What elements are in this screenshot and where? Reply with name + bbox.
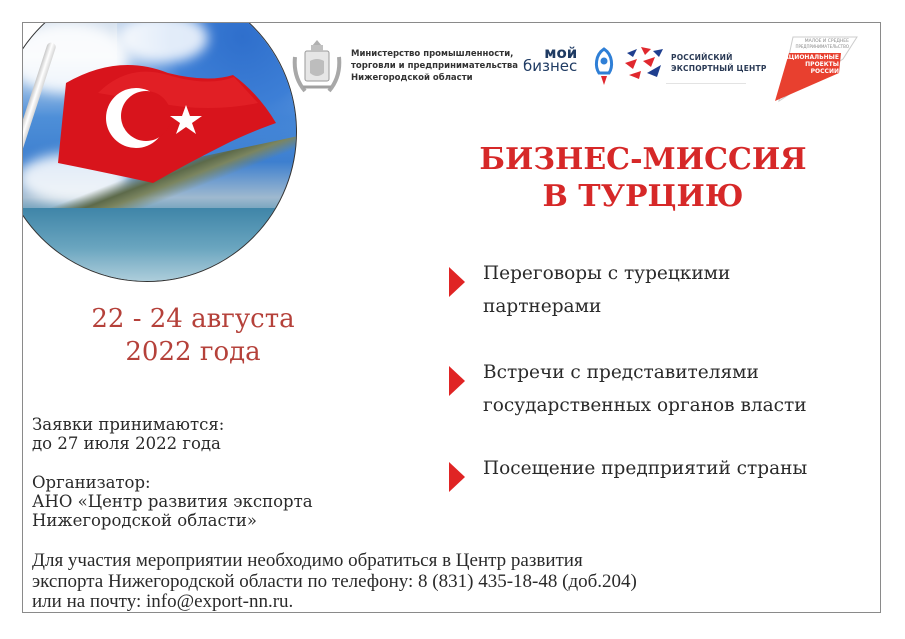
red-triangle-bullet-icon [449, 267, 465, 297]
ministry-name [351, 48, 518, 84]
title-line-1: БИЗНЕС-МИССИЯ [479, 142, 807, 177]
applications-label: Заявки принимаются: [32, 415, 225, 434]
page-title [443, 141, 843, 215]
ministry-line-1: Министерство промышленности, [351, 49, 514, 59]
poster-frame [22, 22, 881, 613]
turkey-flag-photo [22, 22, 297, 282]
organizer-label: Организатор: [32, 473, 151, 492]
contact-email-line: или на почту: info@export-nn.ru. [32, 591, 294, 612]
rocket-pin-icon [593, 47, 615, 87]
agenda-item-text: государственных органов власти [483, 395, 807, 416]
applications-deadline [32, 415, 224, 453]
ministry-logo [291, 37, 518, 95]
turkish-flag-icon [58, 53, 278, 188]
divider [666, 83, 746, 84]
export-center-name [671, 53, 767, 74]
ministry-line-3: Нижегородской области [351, 73, 473, 83]
moi-biznes-line-1: мой [544, 44, 578, 62]
contact-phone-line: экспорта Нижегородской области по телефону: 8 (831) 435-18-48 (доб.204) [32, 570, 637, 592]
export-center-line-2: ЭКСПОРТНЫЙ ЦЕНТР [671, 63, 767, 73]
red-triangle-bullet-icon [449, 366, 465, 396]
dates-line-1: 22 - 24 августа [91, 304, 295, 334]
agenda-item [443, 257, 730, 323]
agenda-item-text: партнерами [483, 296, 602, 317]
applications-deadline-value: до 27 июля 2022 года [32, 434, 221, 453]
contact-line-1: Для участия мероприятии необходимо обратиться в Центр развития [32, 550, 583, 571]
contact-info [32, 551, 637, 613]
coat-of-arms-icon [291, 37, 343, 95]
svg-text:РОССИИ: РОССИИ [810, 68, 839, 75]
agenda-item-text: Встречи с представителями [483, 362, 759, 383]
agenda-item-text: Посещение предприятий страны [483, 458, 808, 479]
svg-text:ПРОЕКТЫ: ПРОЕКТЫ [805, 61, 839, 68]
svg-text:ПРЕДПРИНИМАТЕЛЬСТВО: ПРЕДПРИНИМАТЕЛЬСТВО [795, 44, 849, 49]
agenda-item [443, 452, 807, 485]
national-projects-logo-icon [771, 31, 861, 103]
moi-biznes-line-2: бизнес [523, 57, 578, 75]
agenda-item-text: Переговоры с турецкими [483, 263, 731, 284]
event-dates [43, 303, 343, 369]
moi-biznes-logo [523, 44, 578, 75]
sea [22, 208, 297, 282]
organizer-name-line-1: АНО «Центр развития экспорта [32, 492, 313, 511]
photo-clip [22, 22, 297, 284]
dates-line-2: 2022 года [125, 337, 261, 367]
red-triangle-bullet-icon [449, 462, 465, 492]
title-line-2: В ТУРЦИЮ [542, 179, 744, 214]
svg-text:МАЛОЕ И СРЕДНЕЕ: МАЛОЕ И СРЕДНЕЕ [804, 39, 849, 44]
ministry-line-2: торговли и предпринимательства [351, 61, 518, 71]
svg-text:НАЦИОНАЛЬНЫЕ: НАЦИОНАЛЬНЫЕ [779, 54, 839, 61]
organizer-name-line-2: Нижегородской области» [32, 511, 257, 530]
partner-logos [291, 31, 871, 101]
export-center-line-1: РОССИЙСКИЙ [671, 53, 733, 62]
organizer-block [32, 473, 313, 530]
export-center-logo-icon [623, 45, 665, 81]
agenda-item [443, 356, 807, 422]
